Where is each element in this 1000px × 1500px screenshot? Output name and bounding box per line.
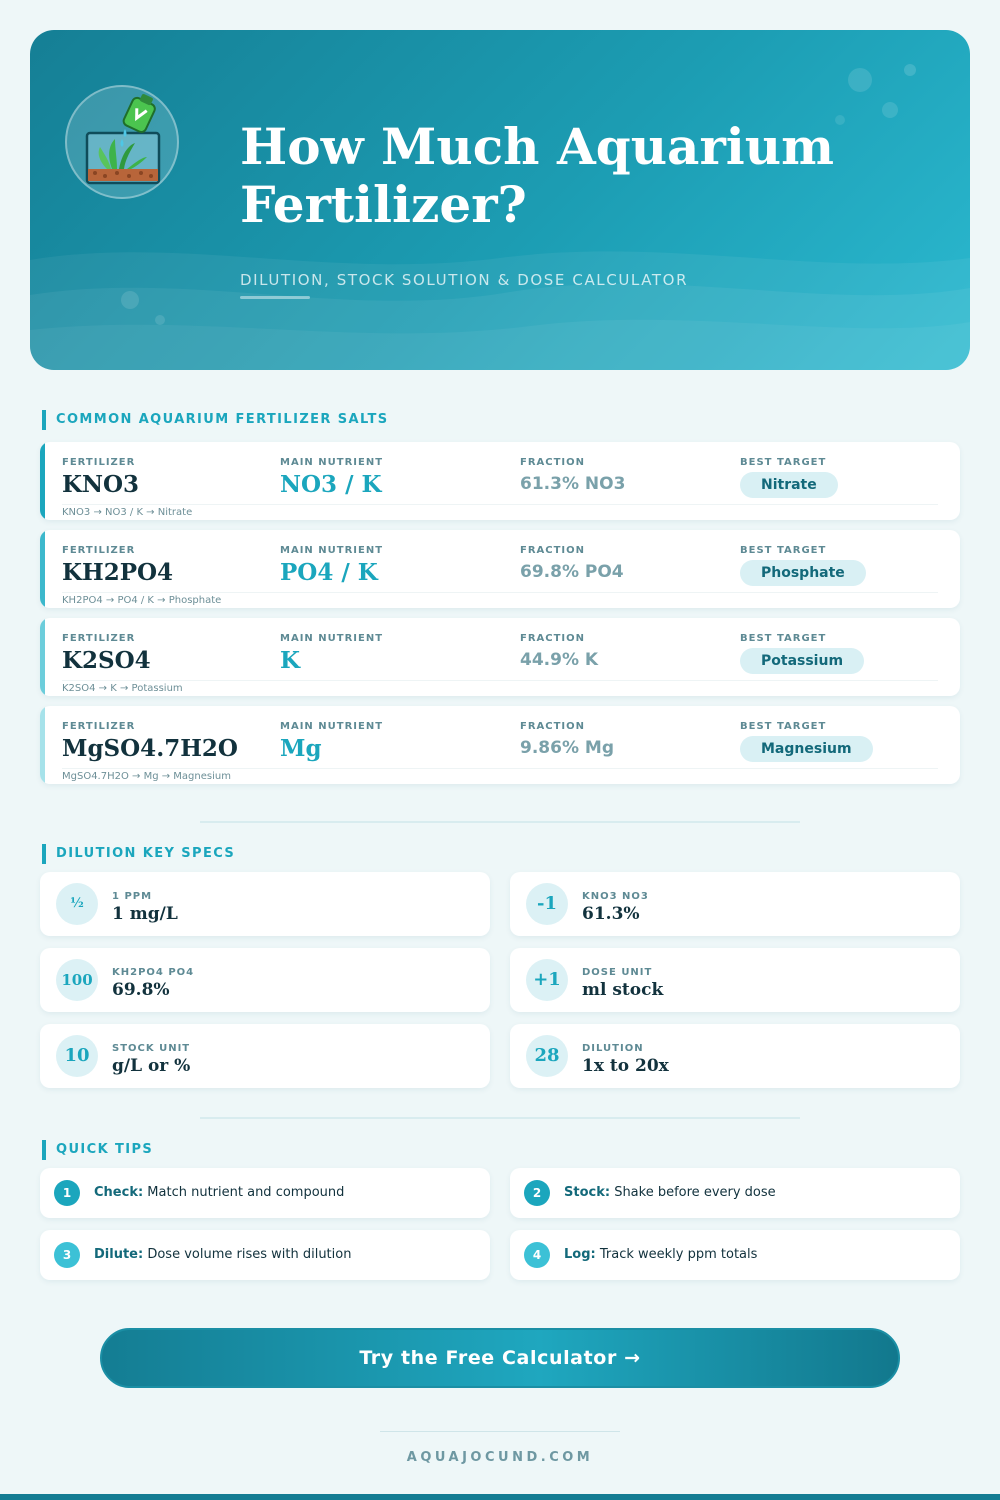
fertilizer-label: FERTILIZER (62, 633, 136, 644)
best-target-badge: Phosphate (740, 560, 866, 586)
tip-description: Match nutrient and compound (143, 1185, 345, 1200)
fraction-label: FRACTION (520, 721, 586, 732)
tip-number-badge: 3 (54, 1242, 80, 1268)
spec-label: 1 PPM (112, 891, 153, 902)
spec-card (40, 1024, 490, 1088)
spec-badge: -1 (526, 883, 568, 925)
spec-value: 1x to 20x (582, 1056, 669, 1076)
tips-section-heading: QUICK TIPS (42, 1140, 153, 1160)
card-inner-divider (62, 680, 938, 681)
tip-text (564, 1247, 757, 1262)
nutrient-column (280, 457, 383, 498)
footer-divider (380, 1431, 620, 1432)
spec-value: 1 mg/L (112, 904, 178, 924)
card-inner-divider (62, 504, 938, 505)
fraction-value: 9.86% Mg (520, 738, 614, 758)
fertilizer-name: KH2PO4 (62, 559, 174, 586)
spec-badge: 10 (56, 1035, 98, 1077)
hero-banner (30, 30, 970, 370)
target-pill-wrap (740, 732, 873, 762)
spec-card (510, 872, 960, 936)
try-calculator-button[interactable]: Try the Free Calculator → (100, 1328, 900, 1388)
fraction-column (520, 721, 614, 758)
fertilizer-card (40, 530, 960, 608)
fertilizer-column (62, 457, 139, 498)
spec-label: DILUTION (582, 1043, 644, 1054)
card-accent-bar (40, 706, 45, 784)
section-divider (200, 1117, 800, 1119)
main-nutrient-label: MAIN NUTRIENT (280, 545, 384, 556)
spec-value: ml stock (582, 980, 664, 1000)
target-pill-wrap (740, 556, 866, 586)
tip-text (94, 1185, 344, 1200)
tip-description: Track weekly ppm totals (595, 1247, 758, 1262)
spec-value: 61.3% (582, 904, 640, 924)
bottom-bar (0, 1494, 1000, 1500)
title-underline (240, 296, 310, 299)
spec-card (510, 1024, 960, 1088)
best-target-badge: Nitrate (740, 472, 838, 498)
tip-keyword: Check: (94, 1185, 144, 1200)
nutrient-column (280, 633, 383, 674)
fertilizer-label: FERTILIZER (62, 545, 136, 556)
specs-section-heading: DILUTION KEY SPECS (42, 844, 235, 864)
target-column (740, 721, 873, 762)
fertilizer-card (40, 618, 960, 696)
target-column (740, 545, 866, 586)
tip-description: Shake before every dose (610, 1185, 776, 1200)
tip-keyword: Stock: (564, 1185, 611, 1200)
fraction-label: FRACTION (520, 457, 586, 468)
salts-section-heading: COMMON AQUARIUM FERTILIZER SALTS (42, 410, 389, 430)
fertilizer-card (40, 442, 960, 520)
card-accent-bar (40, 442, 45, 520)
tip-text (94, 1247, 351, 1262)
fertilizer-name: MgSO4.7H2O (62, 735, 238, 762)
tip-number-badge: 4 (524, 1242, 550, 1268)
main-nutrient-value: Mg (280, 735, 322, 762)
best-target-label: BEST TARGET (740, 721, 827, 732)
best-target-badge: Magnesium (740, 736, 873, 762)
target-column (740, 457, 838, 498)
nutrient-column (280, 545, 383, 586)
fraction-column (520, 633, 598, 670)
spec-label: STOCK UNIT (112, 1043, 191, 1054)
best-target-badge: Potassium (740, 648, 864, 674)
spec-card (40, 872, 490, 936)
conversion-path: KNO3 → NO3 / K → Nitrate (62, 507, 193, 518)
spec-label: KNO3 NO3 (582, 891, 649, 902)
spec-label: KH2PO4 PO4 (112, 967, 195, 978)
fraction-column (520, 545, 624, 582)
fraction-value: 44.9% K (520, 650, 599, 670)
main-nutrient-label: MAIN NUTRIENT (280, 721, 384, 732)
fertilizer-name: K2SO4 (62, 647, 151, 674)
fertilizer-card (40, 706, 960, 784)
footer-site-link[interactable]: AQUAJOCUND.COM (406, 1450, 594, 1465)
target-pill-wrap (740, 468, 838, 498)
tip-keyword: Dilute: (94, 1247, 144, 1262)
card-accent-bar (40, 530, 45, 608)
nutrient-column (280, 721, 383, 762)
conversion-path: KH2PO4 → PO4 / K → Phosphate (62, 595, 222, 606)
best-target-label: BEST TARGET (740, 633, 827, 644)
spec-badge: 28 (526, 1035, 568, 1077)
main-nutrient-value: NO3 / K (280, 471, 382, 498)
spec-badge: 100 (56, 959, 98, 1001)
page-subtitle: DILUTION, STOCK SOLUTION & DOSE CALCULATOR (240, 271, 689, 289)
target-pill-wrap (740, 644, 864, 674)
tip-card (510, 1168, 960, 1218)
fraction-label: FRACTION (520, 633, 586, 644)
tip-card (40, 1230, 490, 1280)
tip-card (510, 1230, 960, 1280)
tip-keyword: Log: (564, 1247, 596, 1262)
fertilizer-column (62, 545, 173, 586)
fertilizer-name: KNO3 (62, 471, 140, 498)
fraction-label: FRACTION (520, 545, 586, 556)
card-inner-divider (62, 592, 938, 593)
fertilizer-column (62, 633, 151, 674)
main-nutrient-label: MAIN NUTRIENT (280, 457, 384, 468)
tip-text (564, 1185, 776, 1200)
target-column (740, 633, 864, 674)
card-accent-bar (40, 618, 45, 696)
main-nutrient-label: MAIN NUTRIENT (280, 633, 384, 644)
best-target-label: BEST TARGET (740, 545, 827, 556)
fraction-column (520, 457, 625, 494)
fraction-value: 61.3% NO3 (520, 474, 626, 494)
conversion-path: K2SO4 → K → Potassium (62, 683, 183, 694)
spec-value: g/L or % (112, 1056, 191, 1076)
spec-card (40, 948, 490, 1012)
fertilizer-column (62, 721, 238, 762)
tip-number-badge: 2 (524, 1180, 550, 1206)
main-nutrient-value: K (280, 647, 300, 674)
fraction-value: 69.8% PO4 (520, 562, 624, 582)
best-target-label: BEST TARGET (740, 457, 827, 468)
tip-number-badge: 1 (54, 1180, 80, 1206)
card-inner-divider (62, 768, 938, 769)
fertilizer-label: FERTILIZER (62, 721, 136, 732)
spec-label: DOSE UNIT (582, 967, 653, 978)
main-nutrient-value: PO4 / K (280, 559, 378, 586)
aquarium-plant-fertilizer-icon (65, 85, 179, 199)
spec-card (510, 948, 960, 1012)
tip-description: Dose volume rises with dilution (143, 1247, 352, 1262)
spec-badge: ½ (56, 883, 98, 925)
fertilizer-label: FERTILIZER (62, 457, 136, 468)
spec-value: 69.8% (112, 980, 170, 1000)
page-title: How Much Aquarium Fertilizer? (240, 117, 835, 234)
tip-card (40, 1168, 490, 1218)
section-divider (200, 821, 800, 823)
spec-badge: +1 (526, 959, 568, 1001)
conversion-path: MgSO4.7H2O → Mg → Magnesium (62, 771, 231, 782)
